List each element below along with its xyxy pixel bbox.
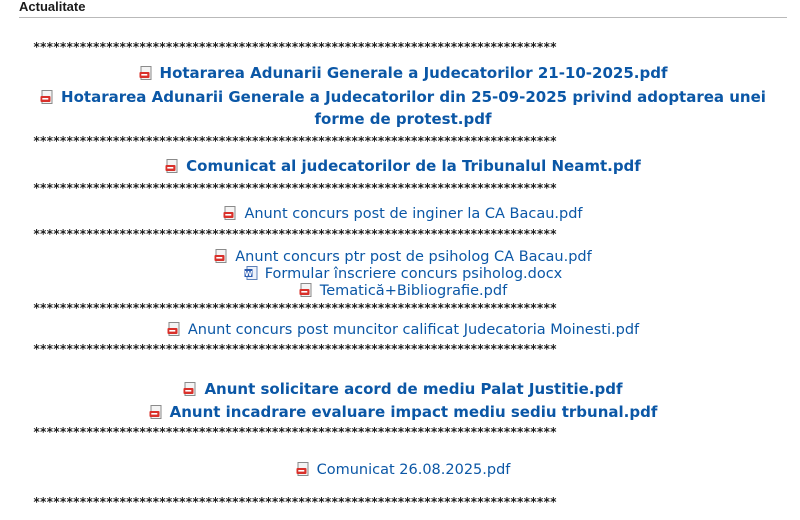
section-title: Actualitate xyxy=(19,0,86,14)
pdf-icon xyxy=(299,283,314,297)
list-item xyxy=(19,265,787,283)
pdf-icon xyxy=(223,206,238,220)
list-item xyxy=(19,461,787,479)
document-link[interactable]: Tematică+Bibliografie.pdf xyxy=(319,283,508,299)
document-link[interactable]: Anunt concurs ptr post de psiholog CA Bacau.pdf xyxy=(235,249,592,265)
document-link[interactable]: Formular înscriere concurs psiholog.docx xyxy=(264,266,563,282)
section-header xyxy=(19,0,787,18)
word-icon xyxy=(244,266,259,280)
pdf-icon xyxy=(165,159,180,173)
document-link[interactable]: Hotararea Adunarii Generale a Judecatorilor din 25-09-2025 privind adoptarea unei forme de protest.pdf xyxy=(61,88,766,128)
separator-stars: ******************************************************************************* xyxy=(33,343,557,355)
list-item xyxy=(19,403,787,421)
svg-text:W: W xyxy=(244,269,253,278)
pdf-icon xyxy=(139,66,154,80)
separator-stars: ******************************************************************************* xyxy=(33,302,557,314)
pdf-icon xyxy=(167,322,182,336)
list-item xyxy=(19,64,787,82)
separator-stars: ******************************************************************************* xyxy=(33,182,557,194)
document-link[interactable]: Comunicat al judecatorilor de la Tribunalul Neamt.pdf xyxy=(186,157,641,175)
separator-stars: ******************************************************************************* xyxy=(33,228,557,240)
list-item xyxy=(19,248,787,266)
list-item xyxy=(19,282,787,300)
document-link[interactable]: Comunicat 26.08.2025.pdf xyxy=(316,462,511,478)
document-link[interactable]: Anunt solicitare acord de mediu Palat Justitie.pdf xyxy=(204,380,623,398)
document-link[interactable]: Hotararea Adunarii Generale a Judecatorilor 21-10-2025.pdf xyxy=(159,64,668,82)
pdf-icon xyxy=(149,405,164,419)
list-item xyxy=(19,380,787,398)
pdf-icon xyxy=(296,462,311,476)
pdf-icon xyxy=(40,90,55,104)
pdf-icon xyxy=(214,249,229,263)
document-link[interactable]: Anunt concurs post de inginer la CA Bacau.pdf xyxy=(244,206,583,222)
document-link[interactable]: Anunt concurs post muncitor calificat Judecatoria Moinesti.pdf xyxy=(187,322,640,338)
document-link[interactable]: Anunt incadrare evaluare impact mediu sediu trbunal.pdf xyxy=(169,403,658,421)
separator-stars: ******************************************************************************* xyxy=(33,135,557,147)
list-item xyxy=(19,321,787,339)
pdf-icon xyxy=(183,382,198,396)
list-item xyxy=(19,86,787,130)
separator-stars: ******************************************************************************* xyxy=(33,426,557,438)
separator-stars: ******************************************************************************* xyxy=(33,41,557,53)
list-item xyxy=(19,157,787,175)
list-item xyxy=(19,205,787,223)
separator-stars: ******************************************************************************* xyxy=(33,496,557,508)
